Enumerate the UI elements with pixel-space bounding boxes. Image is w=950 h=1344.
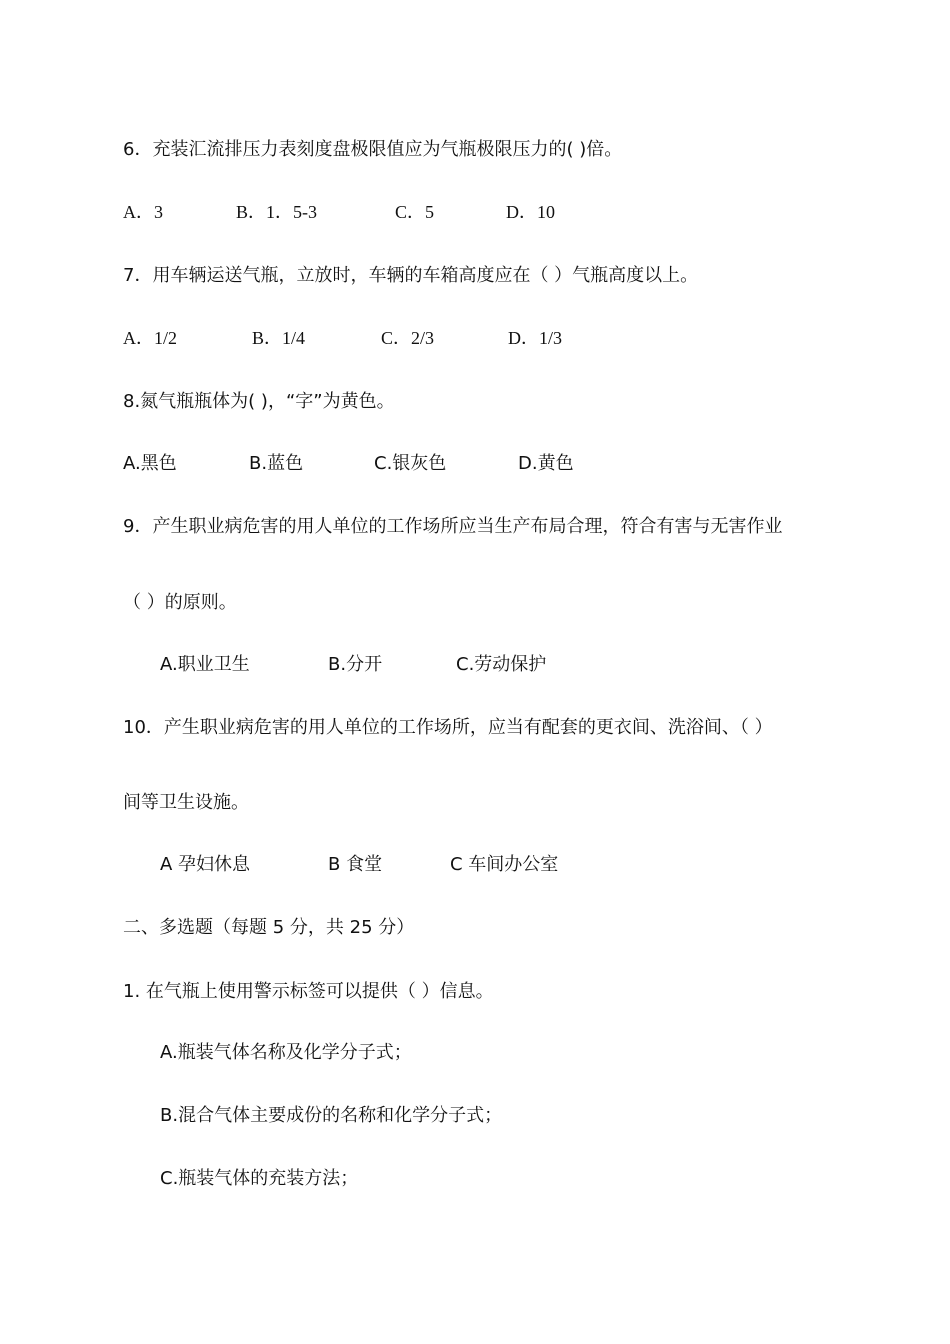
multi-question-1-option-c: C.瓶装气体的充装方法；: [160, 1168, 359, 1189]
question-7-option-a: A．1/2: [123, 328, 177, 348]
question-9-option-b: B.分开: [328, 654, 383, 675]
multi-question-1-text: 1. 在气瓶上使用警示标签可以提供（ ）信息。: [123, 981, 494, 1002]
question-8-option-d: D.黄色: [518, 453, 574, 474]
question-7-option-c: C．2/3: [381, 328, 435, 348]
question-7-option-b: B．1/4: [252, 328, 306, 348]
question-6-text: 6．充装汇流排压力表刻度盘极限值应为气瓶极限压力的( )倍。: [123, 139, 623, 160]
question-8-option-c: C.银灰色: [374, 453, 447, 474]
question-6-option-a: A．3: [123, 202, 163, 222]
question-10-text-line-2: 间等卫生设施。: [123, 792, 249, 813]
section-heading-multiple-choice: 二、多选题（每题 5 分，共 25 分）: [123, 917, 415, 938]
question-6-option-c: C．5: [395, 202, 435, 222]
question-6-option-d: D．10: [506, 202, 555, 222]
multi-question-1-option-a: A.瓶装气体名称及化学分子式；: [160, 1042, 412, 1063]
question-9-text-line-2: （ ）的原则。: [123, 592, 237, 613]
question-7-option-d: D．1/3: [508, 328, 562, 348]
question-10-option-c: C 车间办公室: [450, 854, 559, 875]
question-10-option-a: A 孕妇休息: [160, 854, 251, 875]
question-8-text: 8.氮气瓶瓶体为( )，“字”为黄色。: [123, 391, 395, 412]
question-6-option-b: B．1．5-3: [236, 202, 317, 222]
question-9-text-line-1: 9．产生职业病危害的用人单位的工作场所应当生产布局合理，符合有害与无害作业: [123, 516, 783, 537]
question-9-option-a: A.职业卫生: [160, 654, 250, 675]
question-7-text: 7．用车辆运送气瓶，立放时，车辆的车箱高度应在（ ）气瓶高度以上。: [123, 265, 699, 286]
question-9-option-c: C.劳动保护: [456, 654, 547, 675]
question-10-option-b: B 食堂: [328, 854, 383, 875]
question-8-option-a: A.黑色: [123, 453, 177, 474]
question-8-option-b: B.蓝色: [249, 453, 304, 474]
multi-question-1-option-b: B.混合气体主要成份的名称和化学分子式；: [160, 1105, 503, 1126]
question-10-text-line-1: 10．产生职业病危害的用人单位的工作场所，应当有配套的更衣间、洗浴间、（ ）: [123, 717, 773, 738]
